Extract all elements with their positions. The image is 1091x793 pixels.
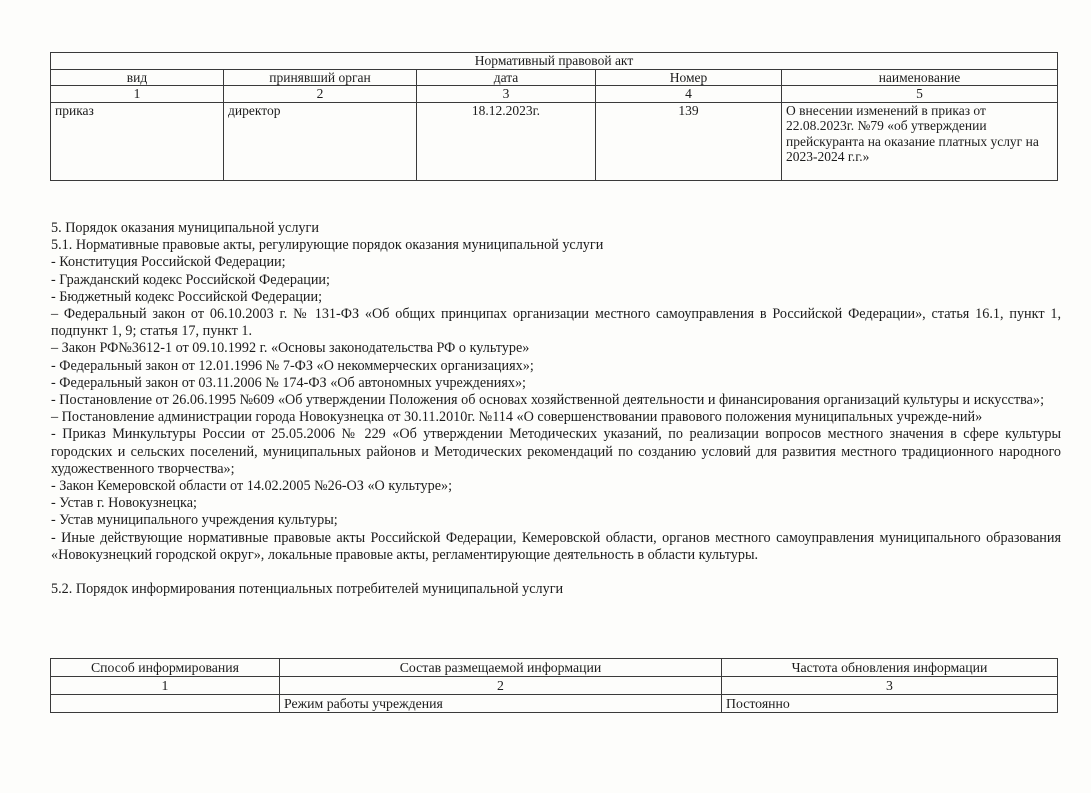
- header-cell: принявший орган: [224, 69, 417, 86]
- table-row: [51, 102, 1058, 180]
- list-item: - Бюджетный кодекс Российской Федерации;: [51, 288, 323, 305]
- list-item: – Постановление администрации города Новокузнецка от 30.11.2010г. №114 «О совершенствовании правового положения муниципальных учрежде-ний»: [51, 409, 983, 426]
- list-item: - Приказ Минкультуры России от 25.05.2006 № 229 «Об утверждении Методических указаний, по реализации вопросов местного значения в сфере культуры городских и сельских поселений, муниципальных районов и Методических рекомендаций по созданию условий для развития местного традиционного народного художественного творчества»;: [51, 426, 1061, 477]
- header-cell: Номер: [596, 69, 782, 86]
- list-item: - Федеральный закон от 03.11.2006 № 174-ФЗ «Об автономных учреждениях»;: [51, 374, 527, 391]
- act-date: 18.12.2023г.: [417, 102, 596, 180]
- list-item: - Федеральный закон от 12.01.1996 № 7-ФЗ «О некоммерческих организациях»;: [51, 357, 534, 374]
- info-content: Режим работы учреждения: [280, 695, 722, 713]
- list-item: - Закон Кемеровской области от 14.02.2005 №26-ОЗ «О культуре»;: [51, 478, 453, 495]
- list-item: - Устав г. Новокузнецка;: [51, 495, 197, 512]
- table-title: Нормативный правовой акт: [51, 53, 1058, 70]
- table-number-row: [51, 677, 1058, 695]
- table-header-row: [51, 69, 1058, 86]
- column-number: 2: [224, 86, 417, 103]
- section-heading: 5. Порядок оказания муниципальной услуги: [51, 220, 319, 236]
- act-number: 139: [596, 102, 782, 180]
- header-cell: Способ информирования: [51, 659, 280, 677]
- list-item: - Конституция Российской Федерации;: [51, 254, 286, 271]
- act-type: приказ: [51, 102, 224, 180]
- header-cell: Состав размещаемой информации: [280, 659, 722, 677]
- list-item: - Иные действующие нормативные правовые акты Российской Федерации, Кемеровской области, органов местного самоуправления муниципального образования «Новокузнецкий городской округ», локальные правовые акты, регламентирующие деятельность в области культуры.: [51, 529, 1061, 563]
- informing-table: [50, 658, 1058, 713]
- table-row: [51, 695, 1058, 713]
- column-number: 4: [596, 86, 782, 103]
- column-number: 3: [417, 86, 596, 103]
- header-cell: наименование: [782, 69, 1058, 86]
- list-item: - Устав муниципального учреждения культуры;: [51, 512, 338, 529]
- column-number: 2: [280, 677, 722, 695]
- header-cell: вид: [51, 69, 224, 86]
- normative-act-table: [50, 52, 1058, 181]
- header-cell: дата: [417, 69, 596, 86]
- table-number-row: [51, 86, 1058, 103]
- column-number: 1: [51, 86, 224, 103]
- column-number: 5: [782, 86, 1058, 103]
- column-number: 3: [722, 677, 1058, 695]
- subsection-heading: 5.1. Нормативные правовые акты, регулирующие порядок оказания муниципальной услуги: [51, 237, 604, 254]
- list-item: - Постановление от 26.06.1995 №609 «Об утверждении Положения об основах хозяйственной деятельности и финансирования организаций культуры и искусства»;: [51, 392, 1045, 409]
- header-cell: Частота обновления информации: [722, 659, 1058, 677]
- info-method: [51, 695, 280, 713]
- list-item: - Гражданский кодекс Российской Федерации;: [51, 271, 330, 288]
- list-item: – Федеральный закон от 06.10.2003 г. № 131-ФЗ «Об общих принципах организации местного самоуправления в Российской Федерации», статья 16.1, пункт 1, подпункт 1, 9; статья 17, пункт 1.: [51, 306, 1061, 340]
- spacer: [51, 564, 1061, 581]
- column-number: 1: [51, 677, 280, 695]
- table-title-row: [51, 53, 1058, 70]
- section-5-text: [51, 220, 1061, 598]
- act-name: О внесении изменений в приказ от 22.08.2023г. №79 «об утверждении прейскуранта на оказание платных услуг на 2023-2024 г.г.»: [782, 102, 1058, 180]
- list-item: – Закон РФ№3612-1 от 09.10.1992 г. «Основы законодательства РФ о культуре»: [51, 340, 530, 357]
- act-issuer: директор: [224, 102, 417, 180]
- subsection-heading: 5.2. Порядок информирования потенциальных потребителей муниципальной услуги: [51, 581, 564, 598]
- info-frequency: Постоянно: [722, 695, 1058, 713]
- table-header-row: [51, 659, 1058, 677]
